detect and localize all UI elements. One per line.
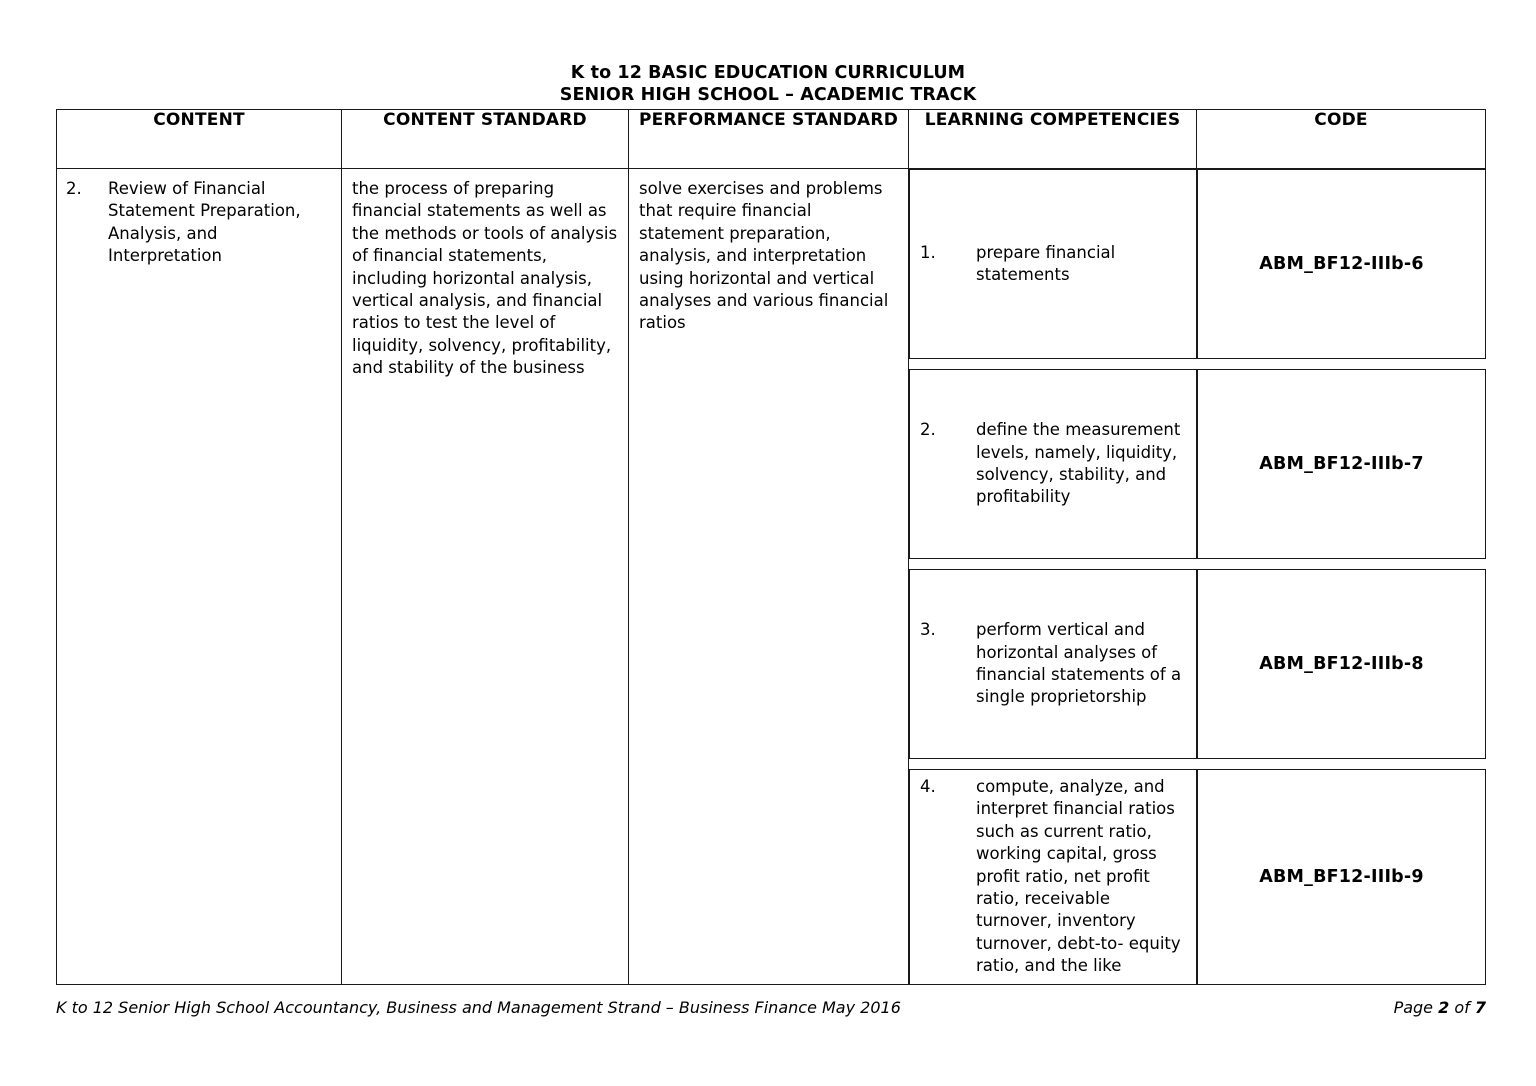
table-row (57, 169, 1486, 985)
footer-page-total: 7 (1474, 998, 1486, 1017)
competency-number: 2. (920, 420, 936, 440)
column-header-performance-standard: PERFORMANCE STANDARD (629, 110, 909, 169)
content-item-text: Review of Financial Statement Preparation, Analysis, and Interpretation (108, 179, 301, 266)
content-item-number: 2. (66, 179, 82, 198)
page-footer (56, 998, 1486, 1017)
footer-source-text: K to 12 Senior High School Accountancy, Business and Management Strand – Business Finance May 2016 (56, 998, 901, 1017)
competency-row (909, 569, 1486, 759)
cell-competencies-and-codes (909, 169, 1486, 985)
competency-row-spacer-cell (909, 759, 1486, 769)
competency-text: define the measurement levels, namely, liquidity, solvency, stability, and profitability (976, 420, 1181, 507)
column-header-learning-competencies: LEARNING COMPETENCIES (909, 110, 1197, 169)
column-header-code: CODE (1197, 110, 1486, 169)
competency-number: 3. (920, 620, 936, 640)
competency-text: prepare financial statements (976, 242, 1116, 284)
cell-learning-competency (909, 769, 1197, 985)
competency-row-spacer-cell (909, 359, 1486, 369)
table-header-row (57, 110, 1486, 169)
cell-learning-competency (909, 169, 1197, 359)
competency-code: ABM_BF12-IIIb-8 (1259, 654, 1424, 674)
cell-code (1197, 769, 1486, 985)
footer-of-word: of (1454, 998, 1470, 1017)
document-header (0, 62, 1536, 106)
competency-row (909, 369, 1486, 559)
competencies-table (909, 169, 1486, 985)
content-standard-text: the process of preparing financial statements as well as the methods or tools of analysis of financial statements, including horizontal analysis, vertical analysis, and financial ratios to test the level of liquidity, solvency, profitability, and stability of the business (352, 179, 618, 378)
competency-code: ABM_BF12-IIIb-7 (1259, 454, 1424, 474)
cell-code (1197, 369, 1486, 559)
cell-learning-competency (909, 369, 1197, 559)
cell-content-standard (342, 169, 629, 985)
performance-standard-text: solve exercises and problems that require financial statement preparation, analysis, and interpretation using horizontal and vertical analyses and various financial ratios (639, 179, 889, 333)
competency-number: 4. (920, 777, 936, 796)
competency-code: ABM_BF12-IIIb-6 (1259, 254, 1424, 274)
footer-page-number (1394, 998, 1486, 1017)
competency-row (909, 169, 1486, 359)
curriculum-table-container (56, 109, 1485, 985)
cell-code (1197, 169, 1486, 359)
cell-code (1197, 569, 1486, 759)
footer-page-word: Page (1393, 998, 1434, 1017)
competency-code: ABM_BF12-IIIb-9 (1259, 866, 1424, 887)
column-header-content: CONTENT (57, 110, 342, 169)
competency-number: 1. (920, 242, 936, 262)
competency-row-spacer-cell (909, 559, 1486, 569)
competency-text: perform vertical and horizontal analyses of financial statements of a single proprietorship (976, 620, 1182, 707)
header-line-1: K to 12 BASIC EDUCATION CURRICULUM (570, 63, 966, 83)
competency-row-spacer (909, 759, 1486, 769)
curriculum-table (56, 109, 1486, 985)
footer-page-current: 2 (1438, 998, 1450, 1017)
cell-content (57, 169, 342, 985)
competency-row-spacer (909, 359, 1486, 369)
cell-learning-competency (909, 569, 1197, 759)
competency-row-spacer (909, 559, 1486, 569)
competency-text: compute, analyze, and interpret financial ratios such as current ratio, working capital, gross profit ratio, net profit ratio, receivable turnover, inventory turnover, debt-to- equity ratio, and the like (976, 777, 1181, 976)
cell-performance-standard (629, 169, 909, 985)
competency-row (909, 769, 1486, 985)
header-line-2: SENIOR HIGH SCHOOL – ACADEMIC TRACK (559, 85, 977, 105)
column-header-content-standard: CONTENT STANDARD (342, 110, 629, 169)
